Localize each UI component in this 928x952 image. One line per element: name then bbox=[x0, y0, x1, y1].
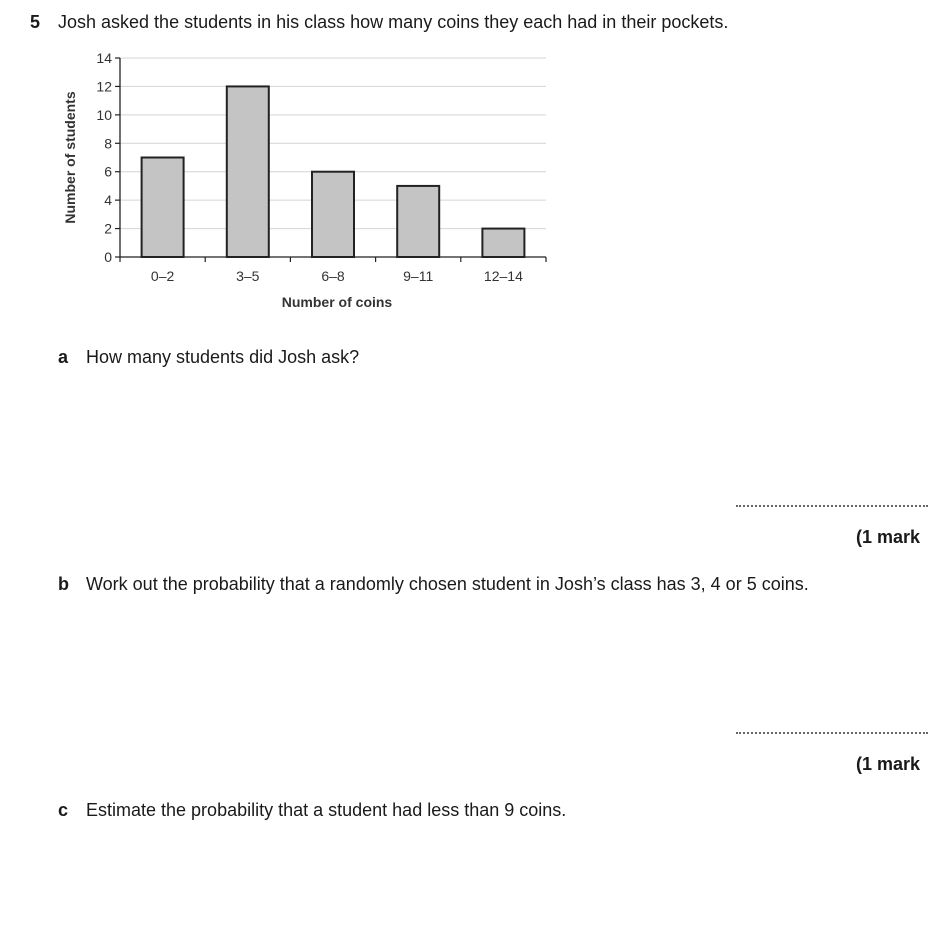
part-c-letter: c bbox=[58, 800, 69, 820]
question-number: 5 bbox=[30, 12, 41, 32]
bar bbox=[312, 172, 354, 257]
y-tick-label: 14 bbox=[96, 50, 112, 66]
part-a bbox=[58, 347, 359, 368]
bar bbox=[482, 229, 524, 257]
bar bbox=[227, 86, 269, 257]
x-tick-label: 12–14 bbox=[483, 268, 523, 284]
part-b-answer-line[interactable] bbox=[736, 732, 928, 734]
part-a-mark: (1 mark bbox=[856, 527, 921, 547]
part-c bbox=[58, 800, 566, 821]
y-axis-title: Number of students bbox=[62, 91, 78, 224]
bar bbox=[142, 158, 184, 258]
part-b bbox=[58, 574, 809, 595]
part-c-text: Estimate the probability that a student had less than 9 coins. bbox=[86, 800, 567, 820]
y-tick-label: 6 bbox=[104, 163, 112, 180]
x-axis-title: Number of coins bbox=[281, 294, 393, 310]
part-b-text: Work out the probability that a randomly chosen student in Josh’s class has 3, 4 or 5 coins. bbox=[86, 574, 809, 594]
part-b-letter: b bbox=[58, 574, 69, 594]
x-tick-label: 3–5 bbox=[236, 268, 260, 284]
y-tick-label: 12 bbox=[96, 78, 112, 95]
x-tick-label: 0–2 bbox=[150, 268, 175, 284]
x-tick-label: 6–8 bbox=[321, 268, 345, 284]
part-b-mark: (1 mark bbox=[856, 754, 921, 774]
y-tick-label: 8 bbox=[104, 135, 112, 152]
y-tick-label: 4 bbox=[104, 192, 112, 209]
bar bbox=[397, 186, 439, 257]
question-stem: Josh asked the students in his class how many coins they each had in their pockets. bbox=[58, 12, 729, 32]
bar-chart bbox=[50, 42, 570, 322]
x-tick-label: 9–11 bbox=[403, 268, 434, 284]
part-a-letter: a bbox=[58, 347, 69, 367]
part-a-text: How many students did Josh ask? bbox=[86, 347, 360, 367]
part-a-answer-line[interactable] bbox=[736, 505, 928, 507]
y-tick-label: 2 bbox=[104, 220, 112, 237]
y-tick-label: 0 bbox=[104, 249, 112, 265]
y-tick-label: 10 bbox=[96, 106, 112, 123]
